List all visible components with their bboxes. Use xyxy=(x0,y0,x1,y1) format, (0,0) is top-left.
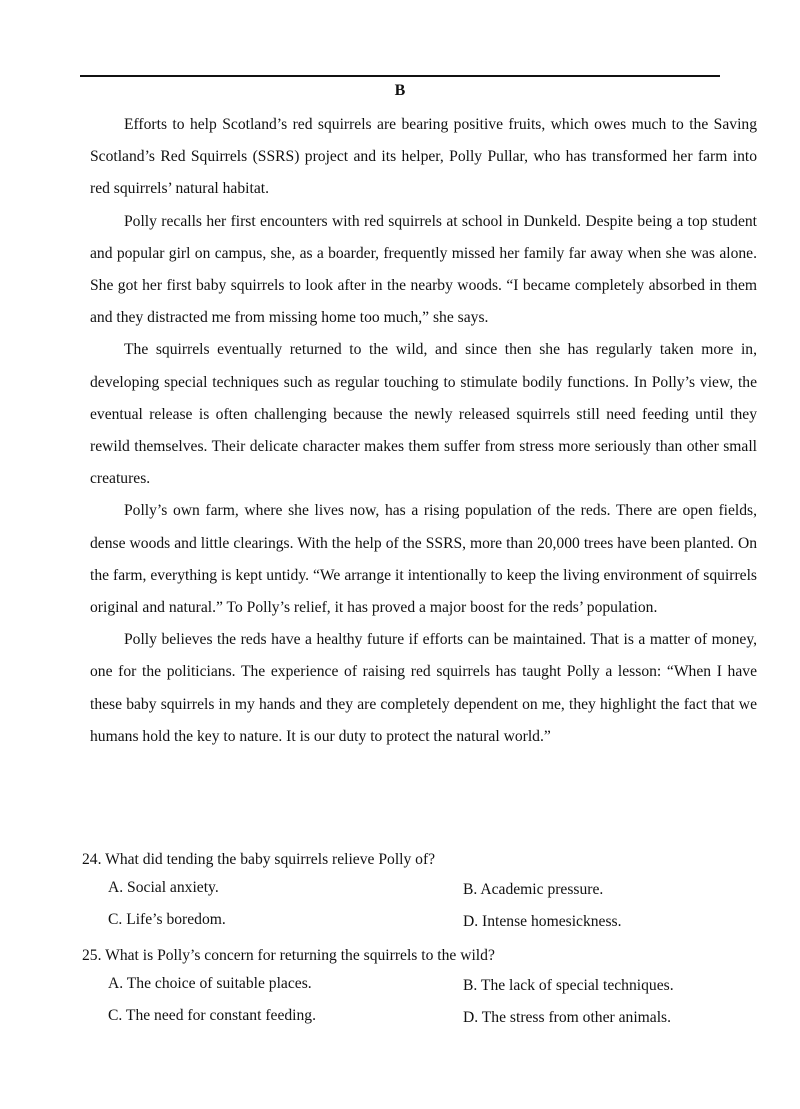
question-25 xyxy=(82,941,762,1025)
question-24-option-a: A. Social anxiety. xyxy=(108,879,219,896)
passage-paragraph-4: Polly’s own farm, where she lives now, has a rising population of the reds. There are open fields, dense woods and little clearings. With the help of the SSRS, more than 20,000 trees have been planted. On the farm, everything is kept untidy. “We arrange it intentionally to keep the living environment of squirrels original and natural.” To Polly’s relief, it has proved a major boost for the reds’ population. xyxy=(90,502,757,617)
passage-paragraph-5: Polly believes the reds have a healthy future if efforts can be maintained. That is a matter of money, one for the politicians. The experience of raising red squirrels has taught Polly a lesson: “When I have these baby squirrels in my hands and they are completely dependent on me, they highlight the fact that we humans hold the key to nature. It is our duty to protect the natural world.” xyxy=(90,631,757,745)
question-24 xyxy=(82,845,762,941)
top-divider-line xyxy=(80,75,720,77)
question-24-option-c: C. Life’s boredom. xyxy=(108,911,226,928)
question-25-option-b: B. The lack of special techniques. xyxy=(463,977,674,994)
passage-paragraph-3: The squirrels eventually returned to the wild, and since then she has regularly taken more in, developing special techniques such as regular touching to stimulate bodily functions. In Polly’s view, the eventual release is often challenging because the newly released squirrels still need feeding until they rewild themselves. Their delicate character makes them suffer from stress more seriously than other small creatures. xyxy=(90,341,757,488)
passage-paragraph-2: Polly recalls her first encounters with red squirrels at school in Dunkeld. Despite being a top student and popular girl on campus, she, as a boarder, frequently missed her family far away when she was alone. She got her first baby squirrels to look after in the nearby woods. “I became completely absorbed in them and they distracted me from missing home too much,” she says. xyxy=(90,212,757,327)
reading-passage xyxy=(90,109,757,753)
question-25-option-d: D. The stress from other animals. xyxy=(463,1009,672,1025)
question-25-option-c: C. The need for constant feeding. xyxy=(108,1007,316,1024)
question-24-option-d: D. Intense homesickness. xyxy=(463,913,622,930)
question-24-stem: 24. What did tending the baby squirrels relieve Polly of? xyxy=(82,851,436,868)
question-24-options xyxy=(82,875,762,941)
question-25-stem: 25. What is Polly’s concern for returning the squirrels to the wild? xyxy=(82,947,495,964)
passage-paragraph-1: Efforts to help Scotland’s red squirrels are bearing positive fruits, which owes much to the Saving Scotland’s Red Squirrels (SSRS) project and its helper, Polly Pullar, who has transformed her farm into red squirrels’ natural habitat. xyxy=(90,116,757,198)
question-25-options xyxy=(82,971,762,1025)
section-heading: B xyxy=(394,82,406,99)
question-list xyxy=(82,845,762,1025)
question-25-option-a: A. The choice of suitable places. xyxy=(108,975,312,992)
question-24-option-b: B. Academic pressure. xyxy=(463,881,604,898)
